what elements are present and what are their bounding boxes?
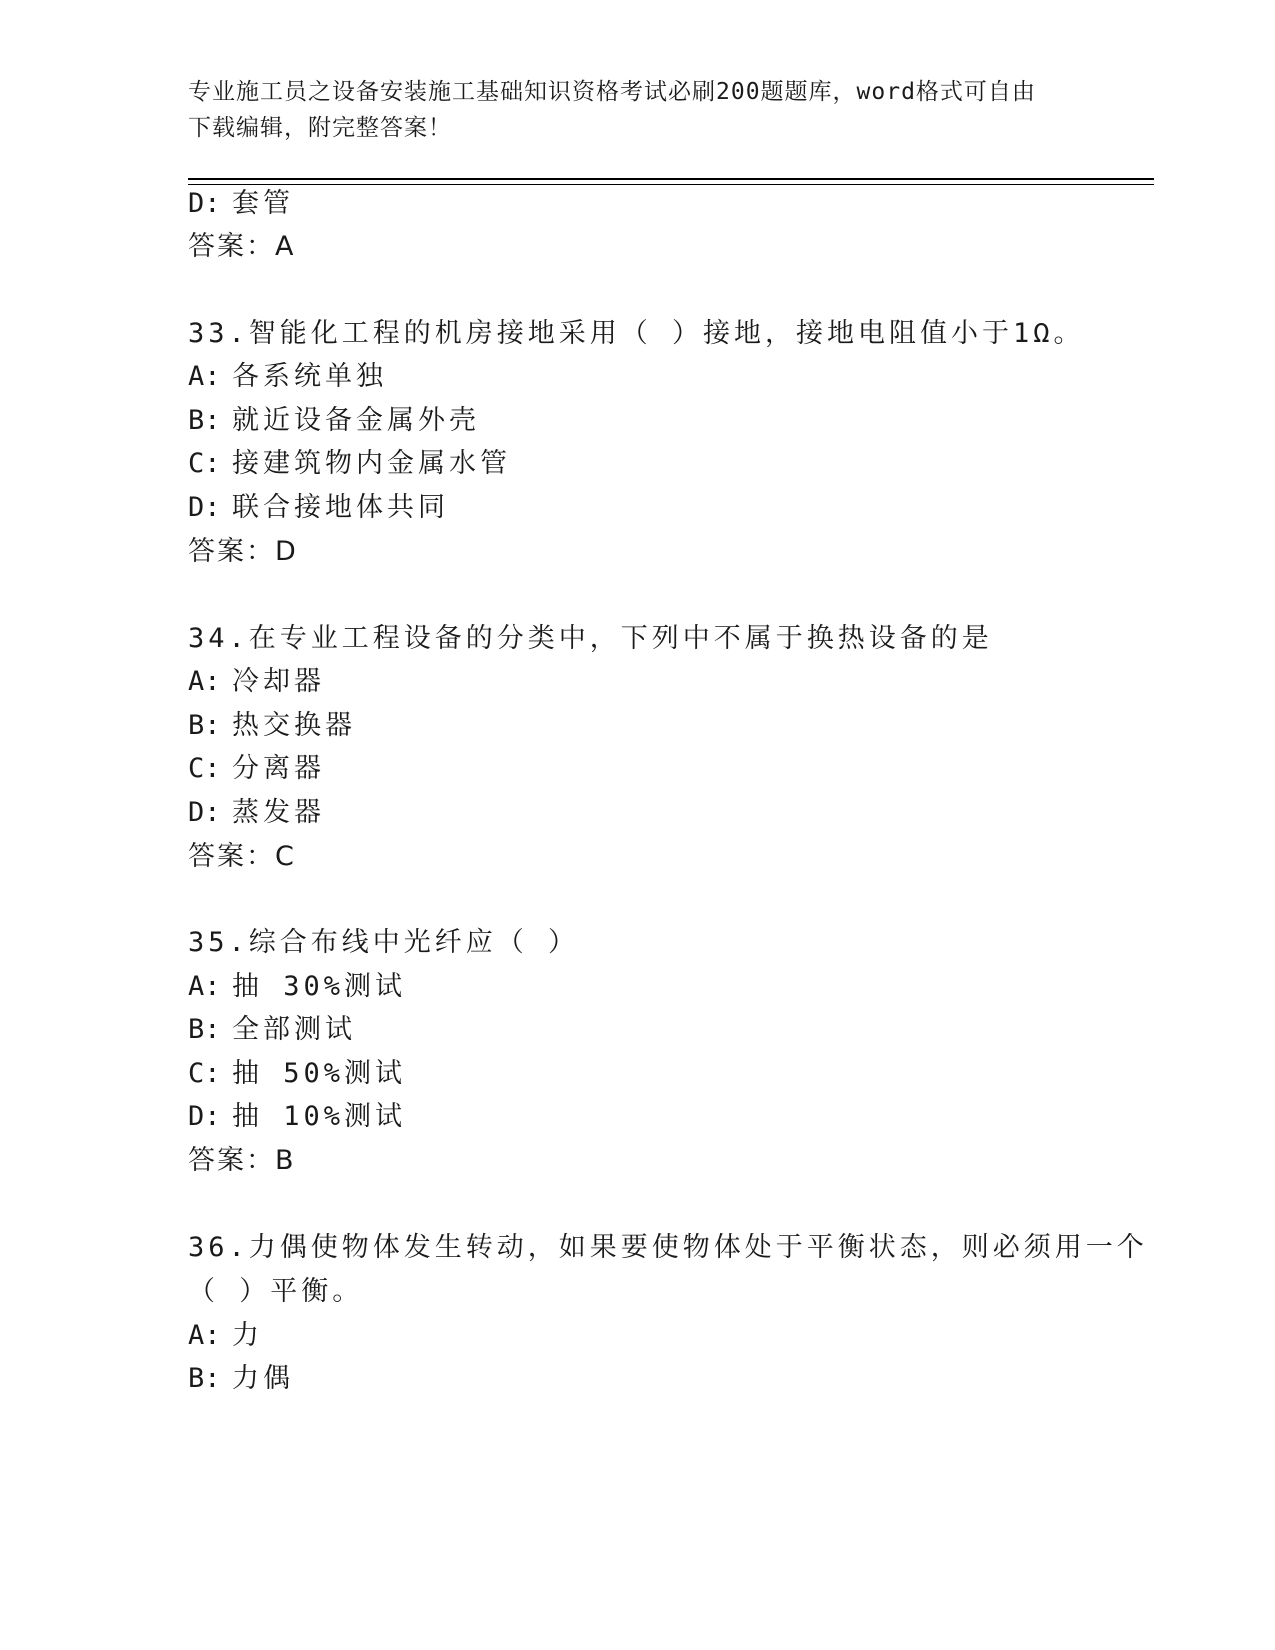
- question-35-option-b: B: 全部测试: [188, 1014, 356, 1045]
- question-33-option-c: C: 接建筑物内金属水管: [188, 448, 511, 479]
- question-34-answer: 答案：C: [188, 841, 296, 872]
- question-36-stem-continued: （ ）平衡。: [188, 1276, 364, 1307]
- question-33-option-b: B: 就近设备金属外壳: [188, 405, 480, 436]
- question-34-option-a: A: 冷却器: [188, 666, 325, 697]
- question-33-answer: 答案：D: [188, 536, 298, 567]
- prev-answer: 答案：A: [188, 231, 296, 262]
- header-divider-thick: [188, 178, 1154, 180]
- question-35-option-d: D: 抽 10%测试: [188, 1101, 407, 1132]
- question-34-option-b: B: 热交换器: [188, 710, 356, 741]
- header-line-2: 下载编辑，附完整答案！: [188, 115, 452, 141]
- prev-option-d: D: 套管: [188, 188, 294, 219]
- question-35-option-c: C: 抽 50%测试: [188, 1058, 407, 1089]
- question-36-option-a: A: 力: [188, 1320, 263, 1351]
- question-33-option-d: D: 联合接地体共同: [188, 492, 449, 523]
- header-line-1: 专业施工员之设备安装施工基础知识资格考试必刷200题题库，word格式可自由: [188, 79, 1036, 105]
- question-34-option-d: D: 蒸发器: [188, 797, 325, 828]
- question-33-option-a: A: 各系统单独: [188, 361, 387, 392]
- question-33-stem: 33.智能化工程的机房接地采用（ ）接地，接地电阻值小于1Ω。: [188, 318, 1085, 349]
- question-36-option-b: B: 力偶: [188, 1363, 294, 1394]
- question-34-stem: 34.在专业工程设备的分类中，下列中不属于换热设备的是: [188, 623, 993, 654]
- question-36-stem: 36.力偶使物体发生转动，如果要使物体处于平衡状态，则必须用一个: [188, 1232, 1148, 1263]
- question-35-option-a: A: 抽 30%测试: [188, 971, 407, 1002]
- document-header: [188, 74, 1088, 146]
- question-35-answer: 答案：B: [188, 1145, 296, 1176]
- header-divider-thin: [188, 184, 1154, 185]
- question-35-stem: 35.综合布线中光纤应（ ）: [188, 927, 580, 958]
- question-34-option-c: C: 分离器: [188, 753, 325, 784]
